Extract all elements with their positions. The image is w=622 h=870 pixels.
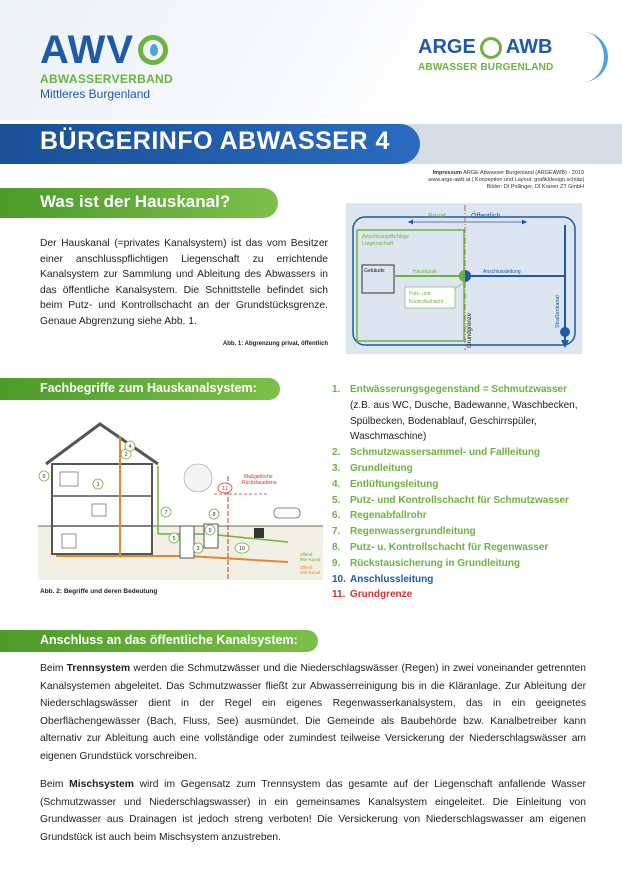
term-label: Grundleitung <box>350 462 413 474</box>
term-number: 8. <box>332 541 341 553</box>
list-item <box>332 508 602 524</box>
term-label: Rückstausicherung in Grundleitung <box>350 557 521 569</box>
label-grundgrenze: Grundgrenze <box>467 312 473 348</box>
marker-label: 2 <box>124 452 128 458</box>
impressum <box>344 170 584 191</box>
list-item <box>332 493 602 509</box>
label-sw-2: SW-Kanal <box>300 570 321 575</box>
awv-logo <box>40 30 173 101</box>
term-label: Entlüftungsleitung <box>350 478 439 490</box>
marker-label: 7 <box>164 510 168 516</box>
house-body <box>52 464 152 554</box>
section-heading-text: Anschluss an das öffentliche Kanalsystem: <box>40 633 298 647</box>
term-number: 4. <box>332 478 341 490</box>
label-gebaeude: Gebäude <box>364 268 385 274</box>
label-oeffentlich: Öffentlich <box>471 213 501 220</box>
intro-paragraph: Der Hauskanal (=privates Kanalsystem) ist das vom Besitzer einer anschlusspflichtigen Liegenschaft zu errichtende Kanalsystem zur Sammlung und Ableitung des Abwassers in das öffentliche Kanalsystem. Die Schnittstelle befindet sich beim Putz- und Kontrollschacht an der Grundstücksgrenze. Genaue Abgrenzung siehe Abb. 1. <box>40 238 328 327</box>
marker-label: 1 <box>96 482 100 488</box>
list-item <box>332 477 602 493</box>
awv-logo-text: AWV <box>40 28 135 72</box>
list-item <box>332 572 602 588</box>
label-anschlussleitung: Anschlussleitung <box>483 269 521 275</box>
term-mischsystem: Mischsystem <box>69 779 134 790</box>
label-rw-2: RW-Kanal <box>300 557 321 562</box>
paragraph-mischsystem: Beim Mischsystem wird im Gegensatz zum Trennsystem das gesamte auf der Liegenschaft anfallende Wasser (Schmutzwasser und Niederschlagswasser) in ein gemeinsames Kanalsystem eingeleitet. Die Einleitung von Grundwasser aus Drainagen ist jedoch streng verboten! Die Versickerung von Niederschlagswasser am eigenen Grundstück ist auch beim Mischsystem anzustreben. <box>40 779 586 843</box>
term-trennsystem: Trennsystem <box>66 663 131 674</box>
term-label: Schmutzwassersammel- und Fallleitung <box>350 447 541 459</box>
section-heading-text: Fachbegriffe zum Hauskanalsystem: <box>40 381 257 395</box>
term-label: Regenabfallrohr <box>350 510 427 522</box>
marker-label: 11 <box>222 486 228 492</box>
impressum-label: Impressum <box>432 170 462 176</box>
list-item <box>332 382 602 445</box>
arge-awb-logo <box>418 36 598 73</box>
figure-caption-1: Abb. 1: Abgrenzung privat, öffentlich <box>222 341 328 347</box>
page-title: BÜRGERINFO ABWASSER 4 <box>40 127 390 155</box>
ring-icon <box>480 37 502 59</box>
label-strassenkanal: Straßenkanal <box>555 295 561 328</box>
arge-logo-left: ARGE <box>418 36 476 58</box>
label-liegenschaft-2: Liegenschaft <box>362 241 394 247</box>
term-number: 10. <box>332 573 346 585</box>
label-liegenschaft-1: Anschlusspflichtige <box>362 234 409 240</box>
list-item <box>332 556 602 572</box>
impressum-line3: Bilder: DI Pollinger, DI Kraner ZT GmbH <box>486 184 584 190</box>
term-label: Putz- u. Kontrollschacht für Regenwasser <box>350 541 549 553</box>
list-item <box>332 445 602 461</box>
water-drop-icon <box>138 35 168 65</box>
impressum-line1: ARGE Abwasser Burgenland (ARGEAWB) - 2019 <box>461 170 584 176</box>
list-item <box>332 540 602 556</box>
term-label: Anschlussleitung <box>350 573 434 585</box>
arge-logo-right: AWB <box>505 36 553 58</box>
term-label: Entwässerungsgegenstand = Schmutzwasser <box>350 384 568 395</box>
section-heading-anschluss <box>0 630 318 652</box>
label-sw-1: öffentl. <box>300 565 314 570</box>
label-rueckstau-2: Rückstauebene <box>242 480 277 486</box>
list-item <box>332 587 602 603</box>
diagram-house-system <box>38 416 323 580</box>
term-number: 9. <box>332 557 341 569</box>
impressum-line2: www.arge-awb.at | Konzeption und Layout: grafikldesign.schläp| <box>428 177 584 183</box>
paragraph-trennsystem: Beim Trennsystem werden die Schmutzwässer und die Niederschlagswässer (Regen) in zwei voneinander getrennten Kanalsystemen abgeleitet. Das Schmutzwasser fließt zur Abwasserreinigung bis in die Kläranlage. Zur Ableitung der Niederschlagswässer dient in der Regel ein eigenes Regenwasserkanalsystem, das in ein geeignetes Oberflächengewässer (Bach, Fluss, See) ausmündet. Die Gemeinde als Baubehörde bzw. Kanalbetreiber kann alternativ zur Ableitung auch eine vollständige oder zumindest teilweise Versickerung der Niederschlagswässer am eigenen Grundstück vorschreiben. <box>40 663 586 762</box>
terms-list <box>332 382 602 603</box>
section-heading-text: Was ist der Hauskanal? <box>40 192 231 211</box>
term-description: (z.B. aus WC, Dusche, Badewanne, Waschbecken, Spülbecken, Bodenablauf, Geschirrspüler, Waschmaschine) <box>350 399 578 443</box>
marker-label: 4 <box>128 444 132 450</box>
term-label: Grundgrenze <box>350 589 413 601</box>
term-number: 1. <box>332 384 341 395</box>
section-heading-fachbegriffe <box>0 378 280 400</box>
marker-label: 5 <box>172 536 176 542</box>
term-number: 3. <box>332 462 341 474</box>
marker-label: 3 <box>196 546 200 552</box>
awv-logo-line2: Mittleres Burgenland <box>40 87 151 101</box>
list-item <box>332 524 602 540</box>
term-label: Putz- und Kontrollschacht für Schmutzwasser <box>350 494 569 506</box>
awv-logo-line1: ABWASSERVERBAND <box>40 72 173 86</box>
marker-label: 9 <box>208 528 212 534</box>
term-number: 5. <box>332 494 341 506</box>
term-number: 7. <box>332 526 341 538</box>
label-hauskanal: Hauskanal <box>413 269 437 275</box>
term-number: 11. <box>332 589 346 601</box>
street-inlet <box>254 528 264 538</box>
label-rueckstau-1: Maßgebliche <box>244 474 273 480</box>
figure-caption-2: Abb. 2: Begriffe und deren Bedeutung <box>40 588 158 595</box>
label-rw-1: öffentl. <box>300 552 314 557</box>
section-heading-hauskanal <box>0 188 278 218</box>
label-privat: Privat <box>428 213 446 220</box>
strassenkanal-schacht <box>560 327 570 337</box>
tree-icon <box>184 464 212 492</box>
list-item <box>332 461 602 477</box>
diagram-private-public <box>343 200 585 357</box>
term-number: 2. <box>332 447 341 459</box>
arge-logo-sub: ABWASSER BURGENLAND <box>418 62 554 73</box>
marker-label: 6 <box>42 474 46 480</box>
term-number: 6. <box>332 510 341 522</box>
label-schacht-2: Kontrollschacht <box>409 299 444 305</box>
label-schacht-1: Putz- und <box>409 291 431 297</box>
marker-label: 8 <box>212 512 216 518</box>
marker-label: 10 <box>238 546 246 552</box>
term-label: Regenwassergrundleitung <box>350 526 476 538</box>
schacht-sw <box>180 526 194 558</box>
